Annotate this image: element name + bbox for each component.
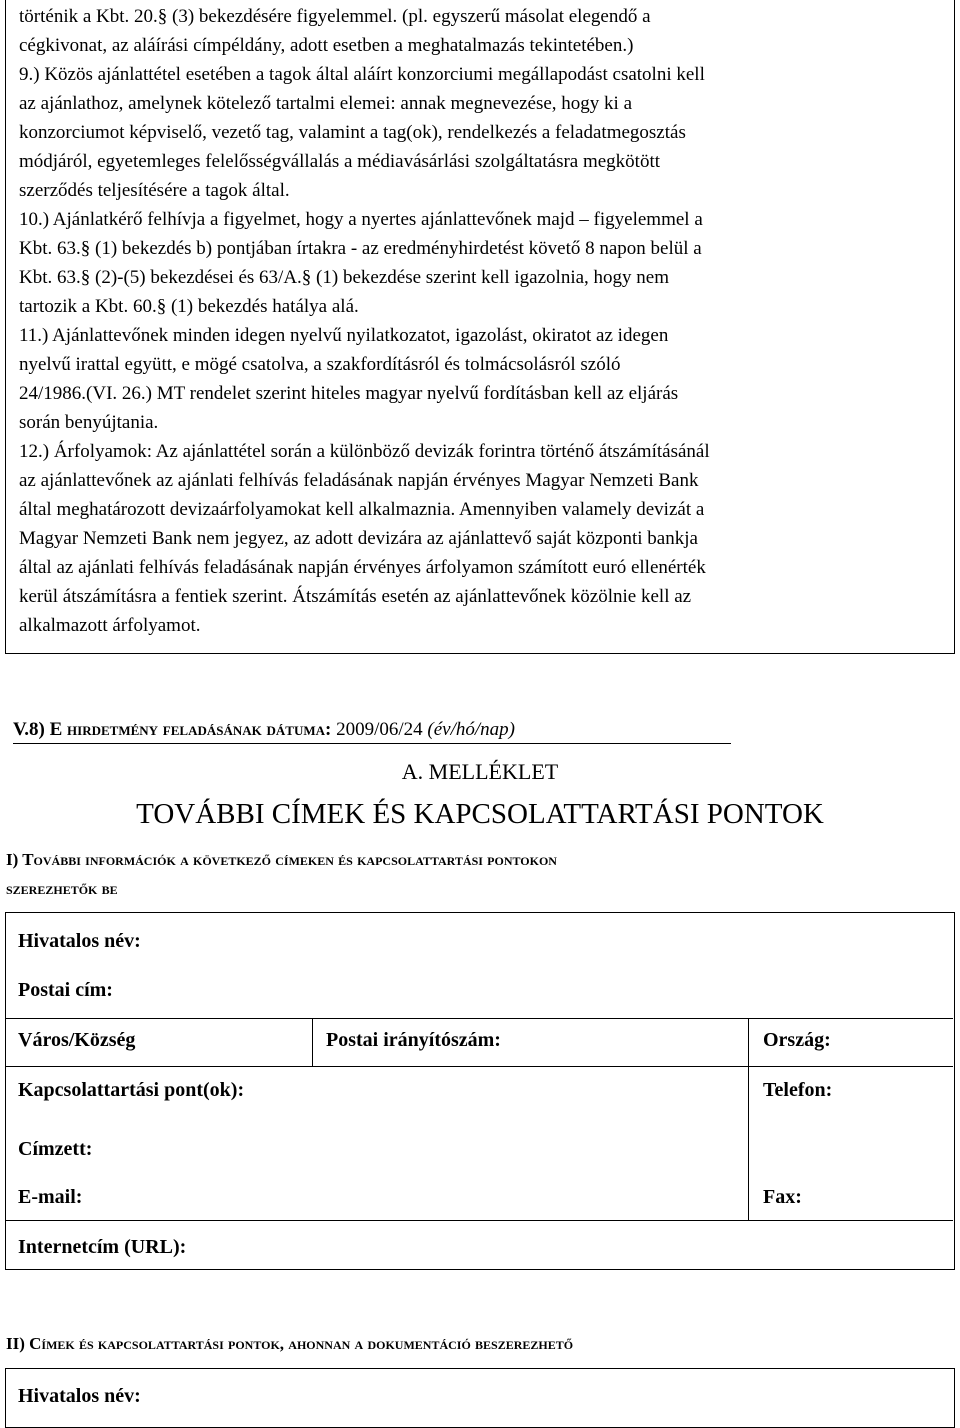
email-label: E-mail: — [18, 1186, 83, 1208]
contact-form-1 — [5, 912, 955, 1270]
annex-label: A. MELLÉKLET — [401, 759, 559, 784]
fax-label: Fax: — [763, 1186, 802, 1208]
underline-rule — [13, 743, 731, 744]
phone-label: Telefon: — [763, 1079, 833, 1101]
country-label: Ország: — [763, 1029, 831, 1051]
section-1-heading: I) További információk a következő címeken és kapcsolattartási pontokon — [6, 850, 557, 869]
notice-text-box — [5, 0, 955, 654]
column-divider — [312, 1018, 313, 1066]
text-line: nyelvű irattal együtt, e mögé csatolva, a szakfordításról és tolmácsolásról szóló — [19, 354, 621, 375]
text-line: 11.) Ajánlattevőnek minden idegen nyelvű nyilatkozatot, igazolást, okiratot az idegen — [19, 325, 669, 346]
text-line: tartozik a Kbt. 60.§ (1) bekezdés hatálya alá. — [19, 296, 359, 317]
section-v8-title — [13, 718, 515, 742]
text-line: kerül átszámításra a fentiek szerint. Átszámítás esetén az ajánlattevőnek közölnie kell az — [19, 586, 692, 607]
text-line: módjáról, egyetemleges felelősségvállalás a médiavásárlási szolgáltatásra megkötött — [19, 151, 661, 172]
text-line: 9.) Közös ajánlattétel esetében a tagok által aláírt konzorciumi megállapodást csatolni kell — [19, 64, 705, 85]
city-label: Város/Község — [18, 1029, 136, 1051]
row-divider — [6, 1220, 953, 1221]
recipient-label: Címzett: — [18, 1138, 93, 1160]
section-2-heading: II) Címek és kapcsolattartási pontok, ahonnan a dokumentáció beszerezhető — [6, 1334, 574, 1353]
text-line: alkalmazott árfolyamot. — [19, 615, 201, 636]
section-v8-label: E hirdetmény feladásának dátuma: — [49, 719, 332, 740]
contact-form-2 — [5, 1368, 955, 1428]
text-line: az ajánlattevőnek az ajánlati felhívás feladásának napján érvényes Magyar Nemzeti Bank — [19, 470, 699, 491]
text-line: Kbt. 63.§ (2)-(5) bekezdései és 63/A.§ (1) bekezdése szerint kell igazolnia, hogy nem — [19, 267, 669, 288]
section-number: V.8) — [13, 719, 45, 740]
postal-code-label: Postai irányítószám: — [326, 1029, 501, 1051]
text-line: történik a Kbt. 20.§ (3) bekezdésére figyelemmel. (pl. egyszerű másolat elegendő a — [19, 6, 651, 27]
text-line: során benyújtania. — [19, 412, 159, 433]
official-name-label: Hivatalos név: — [18, 1385, 141, 1407]
text-line: az ajánlathoz, amelynek kötelező tartalmi elemei: annak megnevezése, hogy ki a — [19, 93, 633, 114]
row-divider — [6, 1066, 953, 1067]
text-line: által meghatározott devizaárfolyamokat kell alkalmaznia. Amennyiben valamely devizát a — [19, 499, 705, 520]
text-line: konzorciumot képviselő, vezető tag, valamint a tag(ok), rendelkezés a feladatmegosztás — [19, 122, 686, 143]
official-name-label: Hivatalos név: — [18, 930, 141, 952]
row-divider — [6, 1018, 953, 1019]
text-line: 24/1986.(VI. 26.) MT rendelet szerint hiteles magyar nyelvű fordításban kell az eljárás — [19, 383, 679, 404]
section-1-heading-cont: szerezhetők be — [6, 879, 118, 898]
text-line: által az ajánlati felhívás feladásának napján érvényes árfolyamon számított euró ellenérték — [19, 557, 706, 578]
text-line: Kbt. 63.§ (1) bekezdés b) pontjában írtakra - az eredményhirdetést követő 8 napon belül a — [19, 238, 702, 259]
text-line: Magyar Nemzeti Bank nem jegyez, az adott devizára az ajánlattevő saját központi bankja — [19, 528, 698, 549]
postal-address-label: Postai cím: — [18, 979, 113, 1001]
annex-title: TOVÁBBI CÍMEK ÉS KAPCSOLATTARTÁSI PONTOK — [136, 798, 824, 830]
text-line: 12.) Árfolyamok: Az ajánlattétel során a különböző devizák forintra történő átszámításánál — [19, 441, 710, 462]
url-label: Internetcím (URL): — [18, 1236, 187, 1258]
text-line: cégkivonat, az aláírási címpéldány, adott esetben a meghatalmazás tekintetében.) — [19, 35, 634, 56]
column-divider — [748, 1018, 749, 1220]
text-line: 10.) Ajánlatkérő felhívja a figyelmet, hogy a nyertes ajánlattevőnek majd – figyelemmel a — [19, 209, 703, 230]
contact-points-label: Kapcsolattartási pont(ok): — [18, 1079, 245, 1101]
text-line: szerződés teljesítésére a tagok által. — [19, 180, 290, 201]
date-format: (év/hó/nap) — [427, 719, 515, 740]
notice-date: 2009/06/24 — [336, 719, 423, 740]
